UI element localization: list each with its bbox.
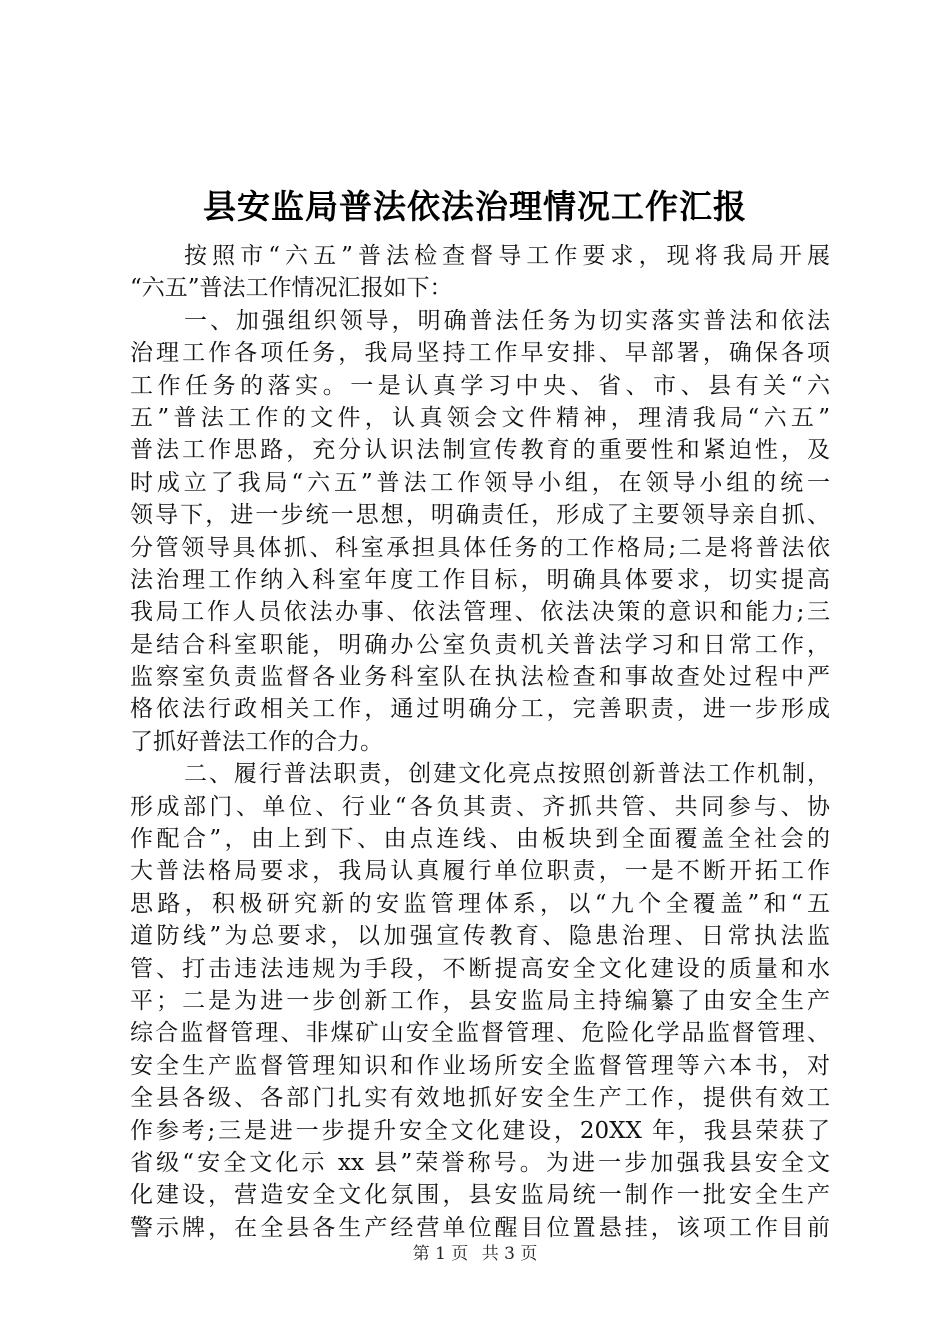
text-line: 二、履行普法职责，创建文化亮点按照创新普法工作机制， [184,761,830,788]
text-line: 作参考;三是进一步提升安全文化建设，20XX 年，我县荣获了 [130,1117,830,1144]
text-line: 是结合科室职能，明确办公室负责机关普法学习和日常工作， [130,631,830,658]
text-line: 形成部门、单位、行业“各负其责、齐抓共管、共同参与、协 [130,793,830,820]
text-line: 我局工作人员依法办事、依法管理、依法决策的意识和能力;三 [130,599,830,626]
text-line: 了抓好普法工作的合力。 [130,728,383,755]
text-line: 五”普法工作的文件，认真领会文件精神，理清我局“六五” [130,404,830,431]
text-line: 平；二是为进一步创新工作，县安监局主持编纂了由安全生产 [130,987,830,1014]
text-line: 分管领导具体抓、科室承担具体任务的工作格局;二是将普法依 [130,534,830,561]
page-count: 共 3 页 [481,1244,538,1264]
text-line: 一、加强组织领导，明确普法任务为切实落实普法和依法 [184,307,830,334]
text-line: 作配合”，由上到下、由点连线、由板块到全面覆盖全社会的 [130,826,830,853]
text-line: 格依法行政相关工作，通过明确分工，完善职责，进一步形成 [130,696,830,723]
text-line: 全县各级、各部门扎实有效地抓好安全生产工作，提供有效工 [130,1085,830,1112]
text-line: 时成立了我局“六五”普法工作领导小组，在领导小组的统一 [130,469,830,496]
text-line: 工作任务的落实。一是认真学习中央、省、市、县有关“六 [130,372,830,399]
text-line: 领导下，进一步统一思想，明确责任，形成了主要领导亲自抓、 [130,502,830,529]
text-line: 普法工作思路，充分认识法制宣传教育的重要性和紧迫性，及 [130,437,830,464]
text-line: 省级“安全文化示 xx 县”荣誉称号。为进一步加强我县安全文 [130,1149,830,1176]
text-line: 法治理工作纳入科室年度工作目标，明确具体要求，切实提高 [130,566,830,593]
text-line: 安全生产监督管理知识和作业场所安全监督管理等六本书，对 [130,1052,830,1079]
paragraph [130,240,830,305]
text-line: 管、打击违法违规为手段，不断提高安全文化建设的质量和水 [130,955,830,982]
text-line: 思路，积极研究新的安监管理体系，以“九个全覆盖”和“五 [130,890,830,917]
page-footer [0,1242,950,1266]
document-title: 县安监局普法依法治理情况工作汇报 [203,187,747,226]
text-line: 大普法格局要求，我局认真履行单位职责，一是不断开拓工作 [130,858,830,885]
paragraph [130,758,830,1244]
document-body [130,240,830,1244]
text-line: “六五”普法工作情况汇报如下： [130,275,453,302]
text-line: 按照市“六五”普法检查督导工作要求，现将我局开展 [184,243,830,269]
text-line: 道防线”为总要求，以加强宣传教育、隐患治理、日常执法监 [130,923,830,950]
paragraph [130,305,830,758]
text-line: 化建设，营造安全文化氛围，县安监局统一制作一批安全生产 [130,1182,830,1209]
text-line: 警示牌，在全县各生产经营单位醒目位置悬挂，该项工作目前 [130,1214,830,1241]
text-line: 治理工作各项任务，我局坚持工作早安排、早部署，确保各项 [130,340,830,367]
text-line: 监察室负责监督各业务科室队在执法检查和事故查处过程中严 [130,664,830,691]
text-line: 综合监督管理、非煤矿山安全监督管理、危险化学品监督管理、 [130,1020,830,1047]
page-number: 第 1 页 [412,1244,469,1264]
